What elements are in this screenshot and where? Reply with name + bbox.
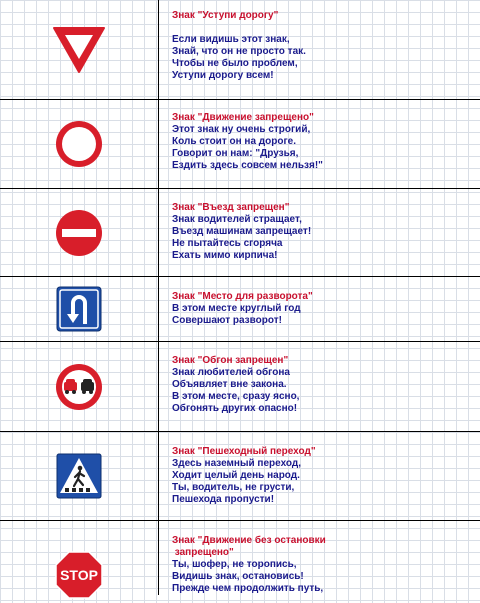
poem-line: Знай, что он не просто так.	[172, 46, 306, 57]
sign-description	[172, 355, 472, 415]
poem-line: Ты, водитель, не грусти,	[172, 482, 295, 493]
sign-row-no-entry	[0, 189, 480, 277]
sign-description	[172, 446, 472, 506]
poem-line: Уступи дорогу всем!	[172, 70, 274, 81]
poem-line: Обгонять других опасно!	[172, 403, 298, 414]
sign-description	[172, 10, 472, 82]
poem-line: Въезд машинам запрещает!	[172, 226, 312, 237]
poem-line: Говорит он нам: "Друзья,	[172, 148, 299, 159]
poem-line: Знак водителей стращает,	[172, 214, 302, 225]
sign-description	[172, 112, 472, 172]
u-turn-sign-icon	[0, 277, 158, 341]
poem-line: Видишь знак, остановись!	[172, 571, 304, 582]
poem-line: Не пытайтесь сгоряча	[172, 238, 283, 249]
poem-line: Объявляет вне закона.	[172, 379, 287, 390]
poem-line: Прежде чем продолжить путь,	[172, 583, 324, 594]
no-overtaking-sign-icon	[0, 342, 158, 431]
yield-sign-icon	[0, 0, 158, 99]
poem-line: Ехать мимо кирпича!	[172, 250, 278, 261]
poem-line: Пешехода пропусти!	[172, 494, 275, 505]
pedestrian-crossing-sign-icon	[0, 432, 158, 520]
sign-title: Знак "Пешеходный переход"	[172, 446, 316, 457]
poem-line: Здесь наземный переход,	[172, 458, 301, 469]
sign-title: Знак "Въезд запрещен"	[172, 202, 290, 213]
stop-sign-text: STOP	[60, 567, 98, 583]
poem-line: Ты, шофер, не торопись,	[172, 559, 297, 570]
no-entry-sign-icon	[0, 189, 158, 276]
sign-row-no-traffic	[0, 100, 480, 189]
poem-line: Ездить здесь совсем нельзя!"	[172, 160, 323, 171]
poem-line: Если видишь этот знак,	[172, 34, 290, 45]
poem-line: В этом месте круглый год	[172, 303, 301, 314]
sign-title: Знак "Место для разворота"	[172, 291, 313, 302]
poem-line: Этот знак ну очень строгий,	[172, 124, 311, 135]
sign-title: Знак "Уступи дорогу"	[172, 10, 279, 21]
poem-line: Совершают разворот!	[172, 315, 282, 326]
sign-row-u-turn	[0, 277, 480, 342]
sign-description	[172, 202, 472, 262]
sign-row-no-overtaking	[0, 342, 480, 432]
no-traffic-sign-icon	[0, 100, 158, 188]
sign-title: Знак "Обгон запрещен"	[172, 355, 289, 366]
poem-line: Знак любителей обгона	[172, 367, 290, 378]
sign-description	[172, 535, 472, 595]
sign-row-yield	[0, 0, 480, 100]
poem-line: Чтобы не было проблем,	[172, 58, 298, 69]
sign-title: Знак "Движение запрещено"	[172, 112, 314, 123]
sign-description	[172, 291, 472, 327]
sign-row-stop	[0, 521, 480, 595]
sign-title: Знак "Движение без остановки запрещено"	[172, 535, 326, 558]
poem-line: Коль стоит он на дороге.	[172, 136, 296, 147]
poem-line: Ходит целый день народ.	[172, 470, 300, 481]
poem-line: В этом месте, сразу ясно,	[172, 391, 300, 402]
sign-row-pedestrian-crossing	[0, 432, 480, 521]
